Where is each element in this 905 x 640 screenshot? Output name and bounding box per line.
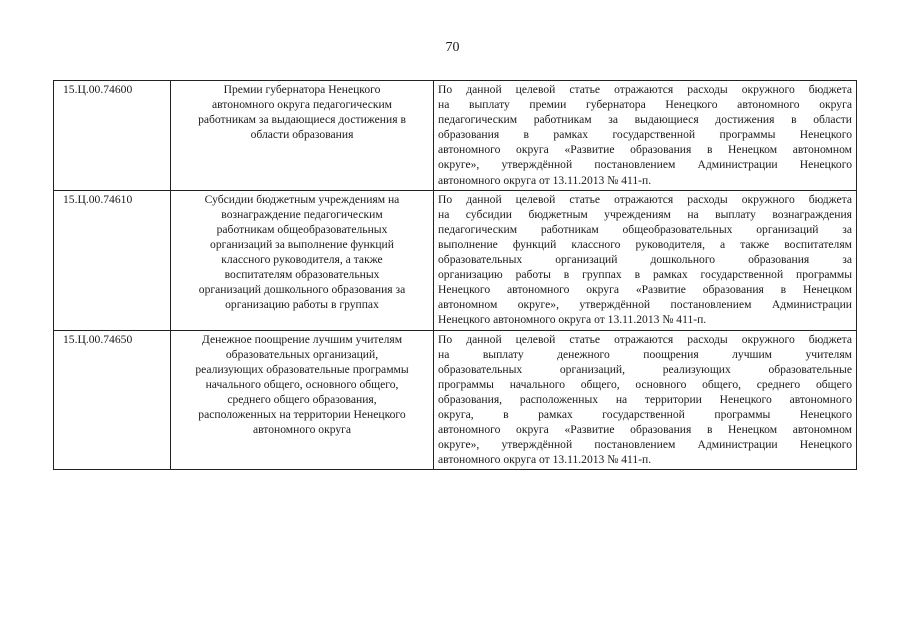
target-article-description (434, 330, 857, 470)
target-article-code: 15.Ц.00.74650 (54, 330, 171, 470)
desc-line: Ненецкого автономного округа от 13.11.2013 № 411-п. (438, 313, 707, 327)
name-line: расположенных на территории Ненецкого (198, 407, 406, 421)
name-line: работникам за выдающиеся достижения в (198, 113, 406, 127)
name-line: автономного округа педагогическим (211, 98, 393, 112)
name-line: области образования (250, 128, 354, 142)
desc-line: педагогическим работникам общеобразовательных организаций за (438, 222, 852, 236)
desc-line: выполнение функций классного руководителя, а также воспитателям (438, 237, 852, 251)
target-article-description (434, 81, 857, 191)
desc-line: округа, в рамках государственной программы Ненецкого (438, 407, 852, 421)
desc-line: на выплату денежного поощрения лучшим учителям (438, 347, 852, 361)
name-line: организацию работы в группах (225, 298, 379, 312)
budget-classification-table (53, 80, 857, 470)
name-line: работникам общеобразовательных (216, 222, 388, 236)
page-number: 70 (445, 40, 460, 55)
name-line: организаций за выполнение функций (210, 237, 394, 251)
desc-line: на субсидии бюджетным учреждениям на выплату вознаграждения (438, 207, 852, 221)
name-line: организаций дошкольного образования за (198, 283, 406, 297)
name-line: автономного округа (252, 423, 352, 437)
desc-line: округе», утверждённой постановлением Администрации Ненецкого (438, 158, 852, 172)
desc-line: образования в рамках государственной программы Ненецкого (438, 128, 852, 142)
desc-line: организацию работы в группах в рамках государственной программы (438, 268, 852, 282)
desc-line: педагогическим работникам за выдающиеся достижения в области (438, 113, 852, 127)
desc-line: автономного округа «Развитие образования в Ненецком автономном (438, 143, 852, 157)
name-line: среднего общего образования, (227, 392, 377, 406)
name-line: реализующих образовательные программы (195, 362, 409, 376)
desc-line: По данной целевой статье отражаются расходы окружного бюджета (438, 332, 852, 346)
desc-line: По данной целевой статье отражаются расходы окружного бюджета (438, 83, 852, 96)
desc-line: Ненецкого автономного округа «Развитие образования в Ненецком (438, 283, 852, 297)
target-article-description (434, 190, 857, 330)
target-article-name (171, 81, 434, 191)
desc-line: По данной целевой статье отражаются расходы окружного бюджета (438, 192, 852, 206)
desc-line: образовательных организаций, реализующих образовательные (438, 362, 852, 376)
table-row (54, 330, 857, 470)
table-row (54, 81, 857, 191)
desc-line: автономном округе», утверждённой постановлением Администрации (438, 298, 852, 312)
desc-line: автономного округа от 13.11.2013 № 411-п. (438, 453, 652, 467)
target-article-name (171, 190, 434, 330)
name-line: воспитателям образовательных (224, 268, 380, 282)
desc-line: округе», утверждённой постановлением Администрации Ненецкого (438, 438, 852, 452)
target-article-code: 15.Ц.00.74610 (54, 190, 171, 330)
name-line: Субсидии бюджетным учреждениям на (204, 192, 400, 206)
name-line: классного руководителя, а также (221, 253, 383, 267)
target-article-code: 15.Ц.00.74600 (54, 81, 171, 191)
table-row (54, 190, 857, 330)
name-line: образовательных организаций, (225, 347, 379, 361)
name-line: Премии губернатора Ненецкого (223, 83, 381, 96)
desc-line: на выплату премии губернатора Ненецкого автономного округа (438, 98, 852, 112)
desc-line: образования, расположенных на территории Ненецкого автономного (438, 392, 852, 406)
target-article-name (171, 330, 434, 470)
name-line: вознаграждение педагогическим (221, 207, 383, 221)
name-line: Денежное поощрение лучшим учителям (201, 332, 403, 346)
desc-line: образовательных организаций дошкольного образования за (438, 253, 852, 267)
desc-line: автономного округа от 13.11.2013 № 411-п. (438, 173, 652, 187)
desc-line: программы начального общего, основного общего, среднего общего (438, 377, 852, 391)
desc-line: автономного округа «Развитие образования в Ненецком автономном (438, 423, 852, 437)
name-line: начального общего, основного общего, (205, 377, 399, 391)
